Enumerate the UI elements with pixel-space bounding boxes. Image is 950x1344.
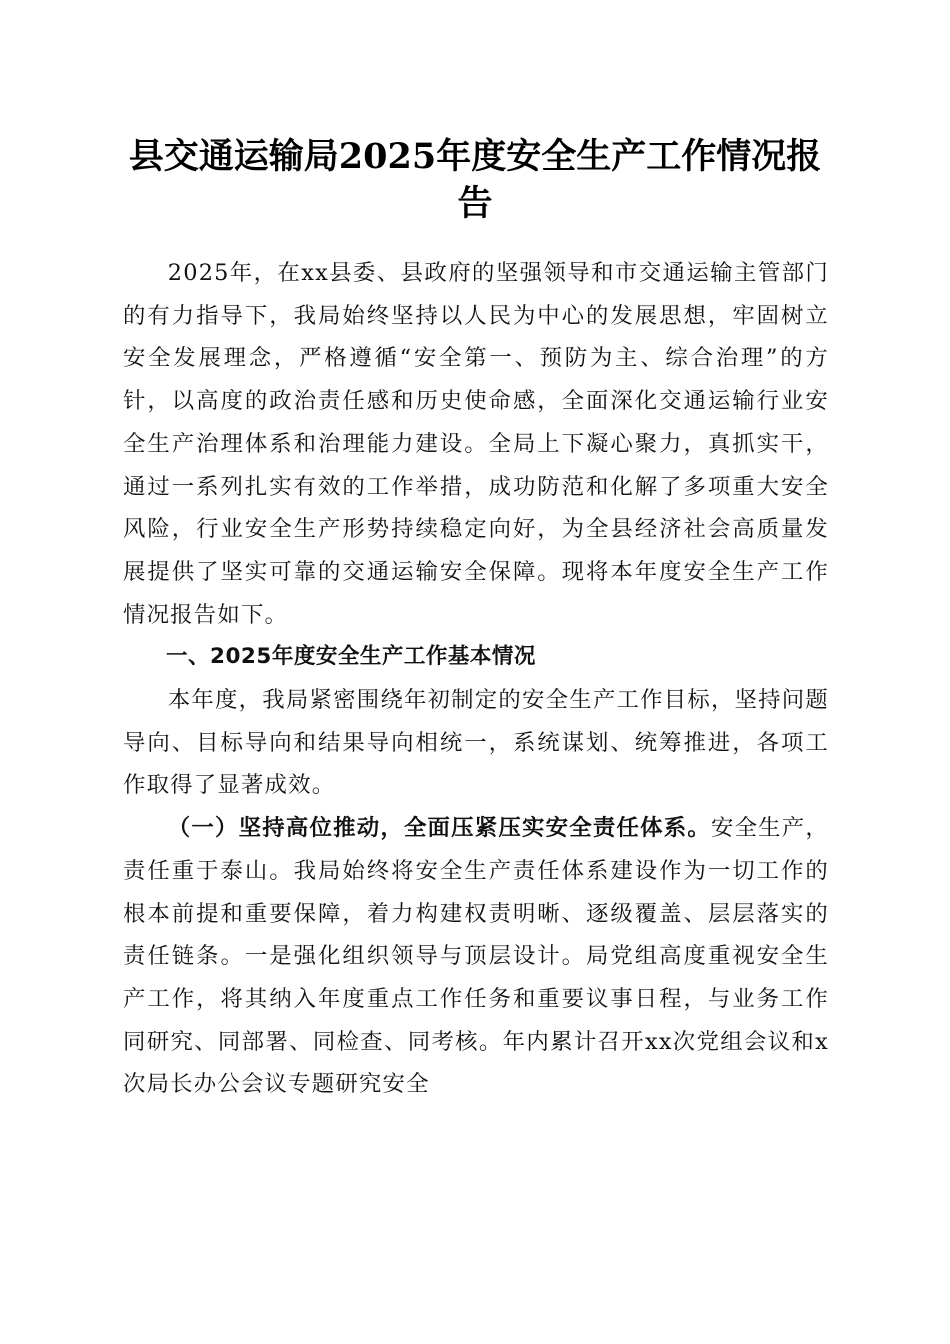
intro-paragraph: 2025年，在xx县委、县政府的坚强领导和市交通运输主管部门的有力指导下，我局始终坚持以人民为中心的发展思想，牢固树立安全发展理念，严格遵循“安全第一、预防为主、综合治理”的方针，以高度的政治责任感和历史使命感，全面深化交通运输行业安全生产治理体系和治理能力建设。全局上下凝心聚力，真抓实干，通过一系列扎实有效的工作举措，成功防范和化解了多项重大安全风险，行业安全生产形势持续稳定向好，为全县经济社会高质量发展提供了坚实可靠的交通运输安全保障。现将本年度安全生产工作情况报告如下。 <box>123 260 829 628</box>
document-title: 县交通运输局2025年度安全生产工作情况报告 <box>128 136 822 224</box>
subsection-1-paragraph <box>123 807 829 1106</box>
document-body <box>123 252 829 1106</box>
subsection-1-lead: （一）坚持高位推动，全面压紧压实安全责任体系。 <box>167 815 711 842</box>
section-1-heading: 一、2025年度安全生产工作基本情况 <box>166 644 536 670</box>
section-1-paragraph: 本年度，我局紧密围绕年初制定的安全生产工作目标，坚持问题导向、目标导向和结果导向相统一，系统谋划、统筹推进，各项工作取得了显著成效。 <box>123 687 829 799</box>
subsection-1-body: 安全生产，责任重于泰山。我局始终将安全生产责任体系建设作为一切工作的根本前提和重要保障，着力构建权责明晰、逐级覆盖、层层落实的责任链条。一是强化组织领导与顶层设计。局党组高度重视安全生产工作，将其纳入年度重点工作任务和重要议事日程，与业务工作同研究、同部署、同检查、同考核。年内累计召开xx次党组会议和x次局长办公会议专题研究安全 <box>123 815 830 1098</box>
